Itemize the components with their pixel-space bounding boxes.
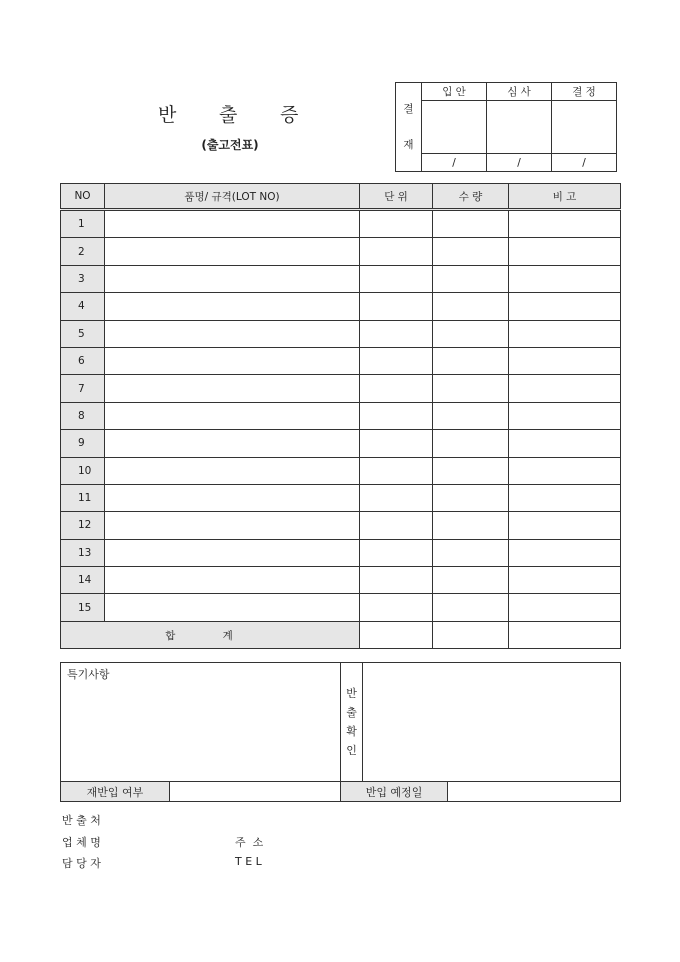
approval-side-char: 재 [403, 139, 414, 151]
row-number: 15 [61, 594, 105, 621]
date-cell[interactable]: / [422, 154, 487, 172]
return-date-cell[interactable] [448, 782, 621, 802]
remarks-cell[interactable] [509, 293, 621, 320]
remarks-cell[interactable] [509, 347, 621, 374]
unit-cell[interactable] [360, 484, 433, 511]
remarks-cell[interactable] [509, 430, 621, 457]
row-number: 11 [61, 484, 105, 511]
table-row [61, 594, 621, 621]
approval-box [395, 82, 617, 172]
row-number: 2 [61, 238, 105, 265]
special-notes-label: 특기사항 [67, 668, 110, 681]
signature-cell[interactable] [422, 101, 487, 154]
confirm-char: 출 [346, 706, 357, 719]
table-row [61, 402, 621, 429]
remarks-cell[interactable] [509, 484, 621, 511]
item-name-cell[interactable] [105, 567, 360, 594]
remarks-cell[interactable] [509, 539, 621, 566]
approval-col-draft: 입 안 [422, 83, 487, 101]
confirm-char: 반 [346, 687, 357, 700]
unit-cell[interactable] [360, 402, 433, 429]
remarks-cell[interactable] [509, 594, 621, 621]
table-row [61, 375, 621, 402]
unit-cell[interactable] [360, 539, 433, 566]
item-name-cell[interactable] [105, 265, 360, 292]
row-number: 6 [61, 347, 105, 374]
approval-col-review: 심 사 [487, 83, 552, 101]
header-unit: 단 위 [360, 184, 433, 210]
unit-cell[interactable] [360, 347, 433, 374]
document-subtitle: (출고전표) [201, 138, 259, 152]
quantity-cell[interactable] [433, 210, 509, 238]
items-table [60, 183, 621, 649]
row-number: 1 [61, 210, 105, 238]
quantity-cell[interactable] [433, 567, 509, 594]
quantity-cell[interactable] [433, 293, 509, 320]
title-char: 증 [280, 104, 299, 126]
item-name-cell[interactable] [105, 430, 360, 457]
table-row [61, 293, 621, 320]
table-row [61, 457, 621, 484]
signature-cell[interactable] [487, 101, 552, 154]
special-notes-cell[interactable] [61, 663, 341, 782]
item-name-cell[interactable] [105, 512, 360, 539]
row-number: 14 [61, 567, 105, 594]
unit-cell[interactable] [360, 567, 433, 594]
quantity-cell[interactable] [433, 375, 509, 402]
row-number: 9 [61, 430, 105, 457]
quantity-cell[interactable] [433, 539, 509, 566]
table-row [61, 347, 621, 374]
table-row [61, 430, 621, 457]
company-label: 업 체 명 [62, 836, 101, 849]
quantity-cell[interactable] [433, 320, 509, 347]
row-number: 13 [61, 539, 105, 566]
unit-cell[interactable] [360, 512, 433, 539]
item-name-cell[interactable] [105, 210, 360, 238]
item-name-cell[interactable] [105, 375, 360, 402]
return-label: 재반입 여부 [61, 782, 170, 802]
unit-cell[interactable] [360, 265, 433, 292]
total-unit-cell[interactable] [360, 621, 433, 648]
quantity-cell[interactable] [433, 512, 509, 539]
item-name-cell[interactable] [105, 539, 360, 566]
remarks-cell[interactable] [509, 402, 621, 429]
manager-label: 담 당 자 [62, 857, 101, 870]
table-row [61, 567, 621, 594]
approval-col-decision: 결 정 [552, 83, 617, 101]
confirm-char: 인 [346, 744, 357, 757]
item-name-cell[interactable] [105, 347, 360, 374]
row-number: 5 [61, 320, 105, 347]
item-name-cell[interactable] [105, 402, 360, 429]
total-row [61, 621, 621, 648]
unit-cell[interactable] [360, 238, 433, 265]
row-number: 8 [61, 402, 105, 429]
approval-side-char: 결 [403, 103, 414, 115]
unit-cell[interactable] [360, 457, 433, 484]
unit-cell[interactable] [360, 293, 433, 320]
unit-cell[interactable] [360, 210, 433, 238]
header-no: NO [61, 184, 105, 210]
remarks-cell[interactable] [509, 375, 621, 402]
item-name-cell[interactable] [105, 457, 360, 484]
confirm-char: 확 [346, 725, 357, 738]
table-row [61, 512, 621, 539]
total-quantity-cell[interactable] [433, 621, 509, 648]
item-name-cell[interactable] [105, 594, 360, 621]
remarks-cell[interactable] [509, 512, 621, 539]
address-label: 주 소 [235, 836, 264, 849]
return-value-cell[interactable] [170, 782, 341, 802]
item-name-cell[interactable] [105, 484, 360, 511]
row-number: 10 [61, 457, 105, 484]
remarks-cell[interactable] [509, 567, 621, 594]
quantity-cell[interactable] [433, 347, 509, 374]
item-name-cell[interactable] [105, 238, 360, 265]
total-label: 합 계 [61, 621, 360, 648]
remarks-cell[interactable] [509, 320, 621, 347]
table-row [61, 484, 621, 511]
remarks-cell[interactable] [509, 457, 621, 484]
title-char: 반 [158, 104, 177, 126]
quantity-cell[interactable] [433, 265, 509, 292]
return-date-label: 반입 예정일 [341, 782, 448, 802]
destination-label: 반 출 처 [62, 814, 101, 827]
approval-side-label [396, 83, 422, 172]
unit-cell[interactable] [360, 375, 433, 402]
items-header-row [61, 184, 621, 210]
unit-cell[interactable] [360, 430, 433, 457]
remarks-cell[interactable] [509, 265, 621, 292]
date-cell[interactable]: / [552, 154, 617, 172]
total-remarks-cell[interactable] [509, 621, 621, 648]
header-quantity: 수 량 [433, 184, 509, 210]
row-number: 3 [61, 265, 105, 292]
remarks-table [60, 662, 621, 802]
quantity-cell[interactable] [433, 402, 509, 429]
header-item-name: 품명/ 규격(LOT NO) [105, 184, 360, 210]
header-remarks: 비 고 [509, 184, 621, 210]
remarks-cell[interactable] [509, 210, 621, 238]
table-row [61, 265, 621, 292]
row-number: 4 [61, 293, 105, 320]
row-number: 12 [61, 512, 105, 539]
table-row [61, 210, 621, 238]
quantity-cell[interactable] [433, 484, 509, 511]
table-row [61, 238, 621, 265]
signature-cell[interactable] [552, 101, 617, 154]
item-name-cell[interactable] [105, 293, 360, 320]
table-row [61, 539, 621, 566]
unit-cell[interactable] [360, 594, 433, 621]
row-number: 7 [61, 375, 105, 402]
remarks-cell[interactable] [509, 238, 621, 265]
tel-label: T E L [235, 855, 262, 868]
quantity-cell[interactable] [433, 430, 509, 457]
confirm-label [341, 663, 363, 782]
date-cell[interactable]: / [487, 154, 552, 172]
quantity-cell[interactable] [433, 238, 509, 265]
confirm-cell[interactable] [363, 663, 621, 782]
quantity-cell[interactable] [433, 457, 509, 484]
quantity-cell[interactable] [433, 594, 509, 621]
unit-cell[interactable] [360, 320, 433, 347]
title-char: 출 [219, 104, 238, 126]
table-row [61, 320, 621, 347]
item-name-cell[interactable] [105, 320, 360, 347]
